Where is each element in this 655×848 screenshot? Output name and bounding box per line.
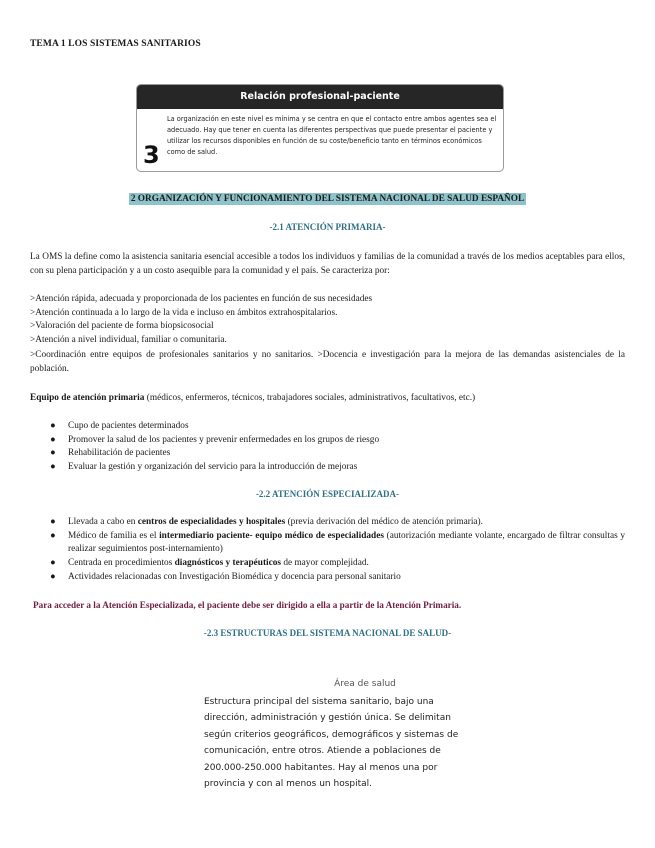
- team-bold: Equipo de atención primaria: [30, 393, 145, 403]
- bullet-icon: ●: [50, 462, 56, 473]
- section-2-2-title: -2.2 ATENCIÓN ESPECIALIZADA-: [255, 489, 400, 499]
- specialized-access-note: Para acceder a la Atención Especializada, el paciente debe ser dirigido a ella a partir de la Atención Primaria.: [33, 600, 462, 610]
- bullet-icon: ●: [50, 558, 56, 569]
- bullet-icon: ●: [50, 448, 56, 459]
- feature-line: >Atención continuada a lo largo de la vida e incluso en ámbitos extrahospitalarios.: [30, 307, 338, 318]
- list-item: ● Evaluar la gestión y organización del servicio para la introducción de mejoras: [30, 461, 625, 475]
- team-rest: (médicos, enfermeros, técnicos, trabajadores sociales, administrativos, facultativos, etc.): [144, 393, 476, 403]
- document-title: TEMA 1 LOS SISTEMAS SANITARIOS: [30, 39, 201, 49]
- card-number: 3: [143, 141, 160, 169]
- card-body: La organización en este nivel es mínima y se centra en que el contacto entre ambos agentes sea el adecuado. Hay que tener en cuenta las diferentes perspectivas que puede presentar el paciente y utilizar los recursos disponibles en función de su coste/beneficio tanto en términos económicos como de salud.: [167, 115, 497, 156]
- section-2-1-title: -2.1 ATENCIÓN PRIMARIA-: [269, 222, 386, 232]
- list-item: ● Rehabilitación de pacientes: [30, 447, 625, 461]
- bullet-icon: ●: [50, 421, 56, 431]
- list-item: ● Actividades relacionadas con Investigación Biomédica y docencia para personal sanitario: [30, 571, 625, 585]
- team-bullets: [30, 420, 625, 475]
- card-title: Relación profesional-paciente: [137, 85, 503, 109]
- list-item: ● Médico de familia es el intermediario paciente- equipo médico de especialidades (autorización mediante volante, encargado de filtrar consultas y realizar seguimientos post-internamiento): [50, 530, 625, 555]
- primary-care-features: [30, 293, 625, 348]
- list-item: ● Promover la salud de los pacientes y prevenir enfermedades en los grupos de riesgo: [30, 434, 625, 448]
- bullet-icon: ●: [50, 517, 56, 527]
- primary-care-intro: La OMS la define como la asistencia sanitaria esencial accesible a todos los individuos y familias de la comunidad a través de los medios aceptables para ellos, con su plena participación y a un costo asequible para la comunidad y el país. Se caracteriza por:: [30, 252, 625, 276]
- team-line: [30, 392, 625, 406]
- info-card: [136, 84, 504, 172]
- section-2-title-text: 2 ORGANIZACIÓN Y FUNCIONAMIENTO DEL SISTEMA NACIONAL DE SALUD ESPAÑOL: [130, 194, 525, 204]
- feature-last-line: >Coordinación entre equipos de profesionales sanitarios y no sanitarios. >Docencia e investigación para la mejora de las demandas asistenciales de la población.: [30, 350, 625, 374]
- feature-line: >Atención rápida, adecuada y proporcionada de los pacientes en función de sus necesidades: [30, 294, 373, 304]
- list-item: ● Cupo de pacientes determinados: [30, 420, 625, 434]
- feature-line: >Valoración del paciente de forma biopsicosocial: [30, 321, 214, 332]
- area-body: Estructura principal del sistema sanitario, bajo una dirección, administración y gestión única. Se delimitan según criterios geográficos, demográficos y sistemas de comunicación, entre otros. Atiende a poblaciones de 200.000-250.000 habitantes. Hay al menos una por provincia y con al menos un hospital.: [204, 697, 459, 790]
- section-2-3-title: -2.3 ESTRUCTURAS DEL SISTEMA NACIONAL DE SALUD-: [203, 628, 452, 638]
- feature-line: >Atención a nivel individual, familiar o comunitaria.: [30, 335, 227, 346]
- bullet-icon: ●: [50, 571, 56, 582]
- list-item: ● Llevada a cabo en centros de especialidades y hospitales (previa derivación del médico de atención primaria).: [30, 516, 625, 530]
- specialized-bullets: [30, 516, 625, 585]
- bullet-icon: ●: [50, 434, 56, 445]
- section-2-title: [0, 194, 655, 204]
- bullet-icon: ●: [50, 530, 56, 541]
- list-item: ● Centrada en procedimientos diagnósticos y terapéuticos de mayor complejidad.: [30, 557, 625, 571]
- area-title: Área de salud: [334, 679, 396, 689]
